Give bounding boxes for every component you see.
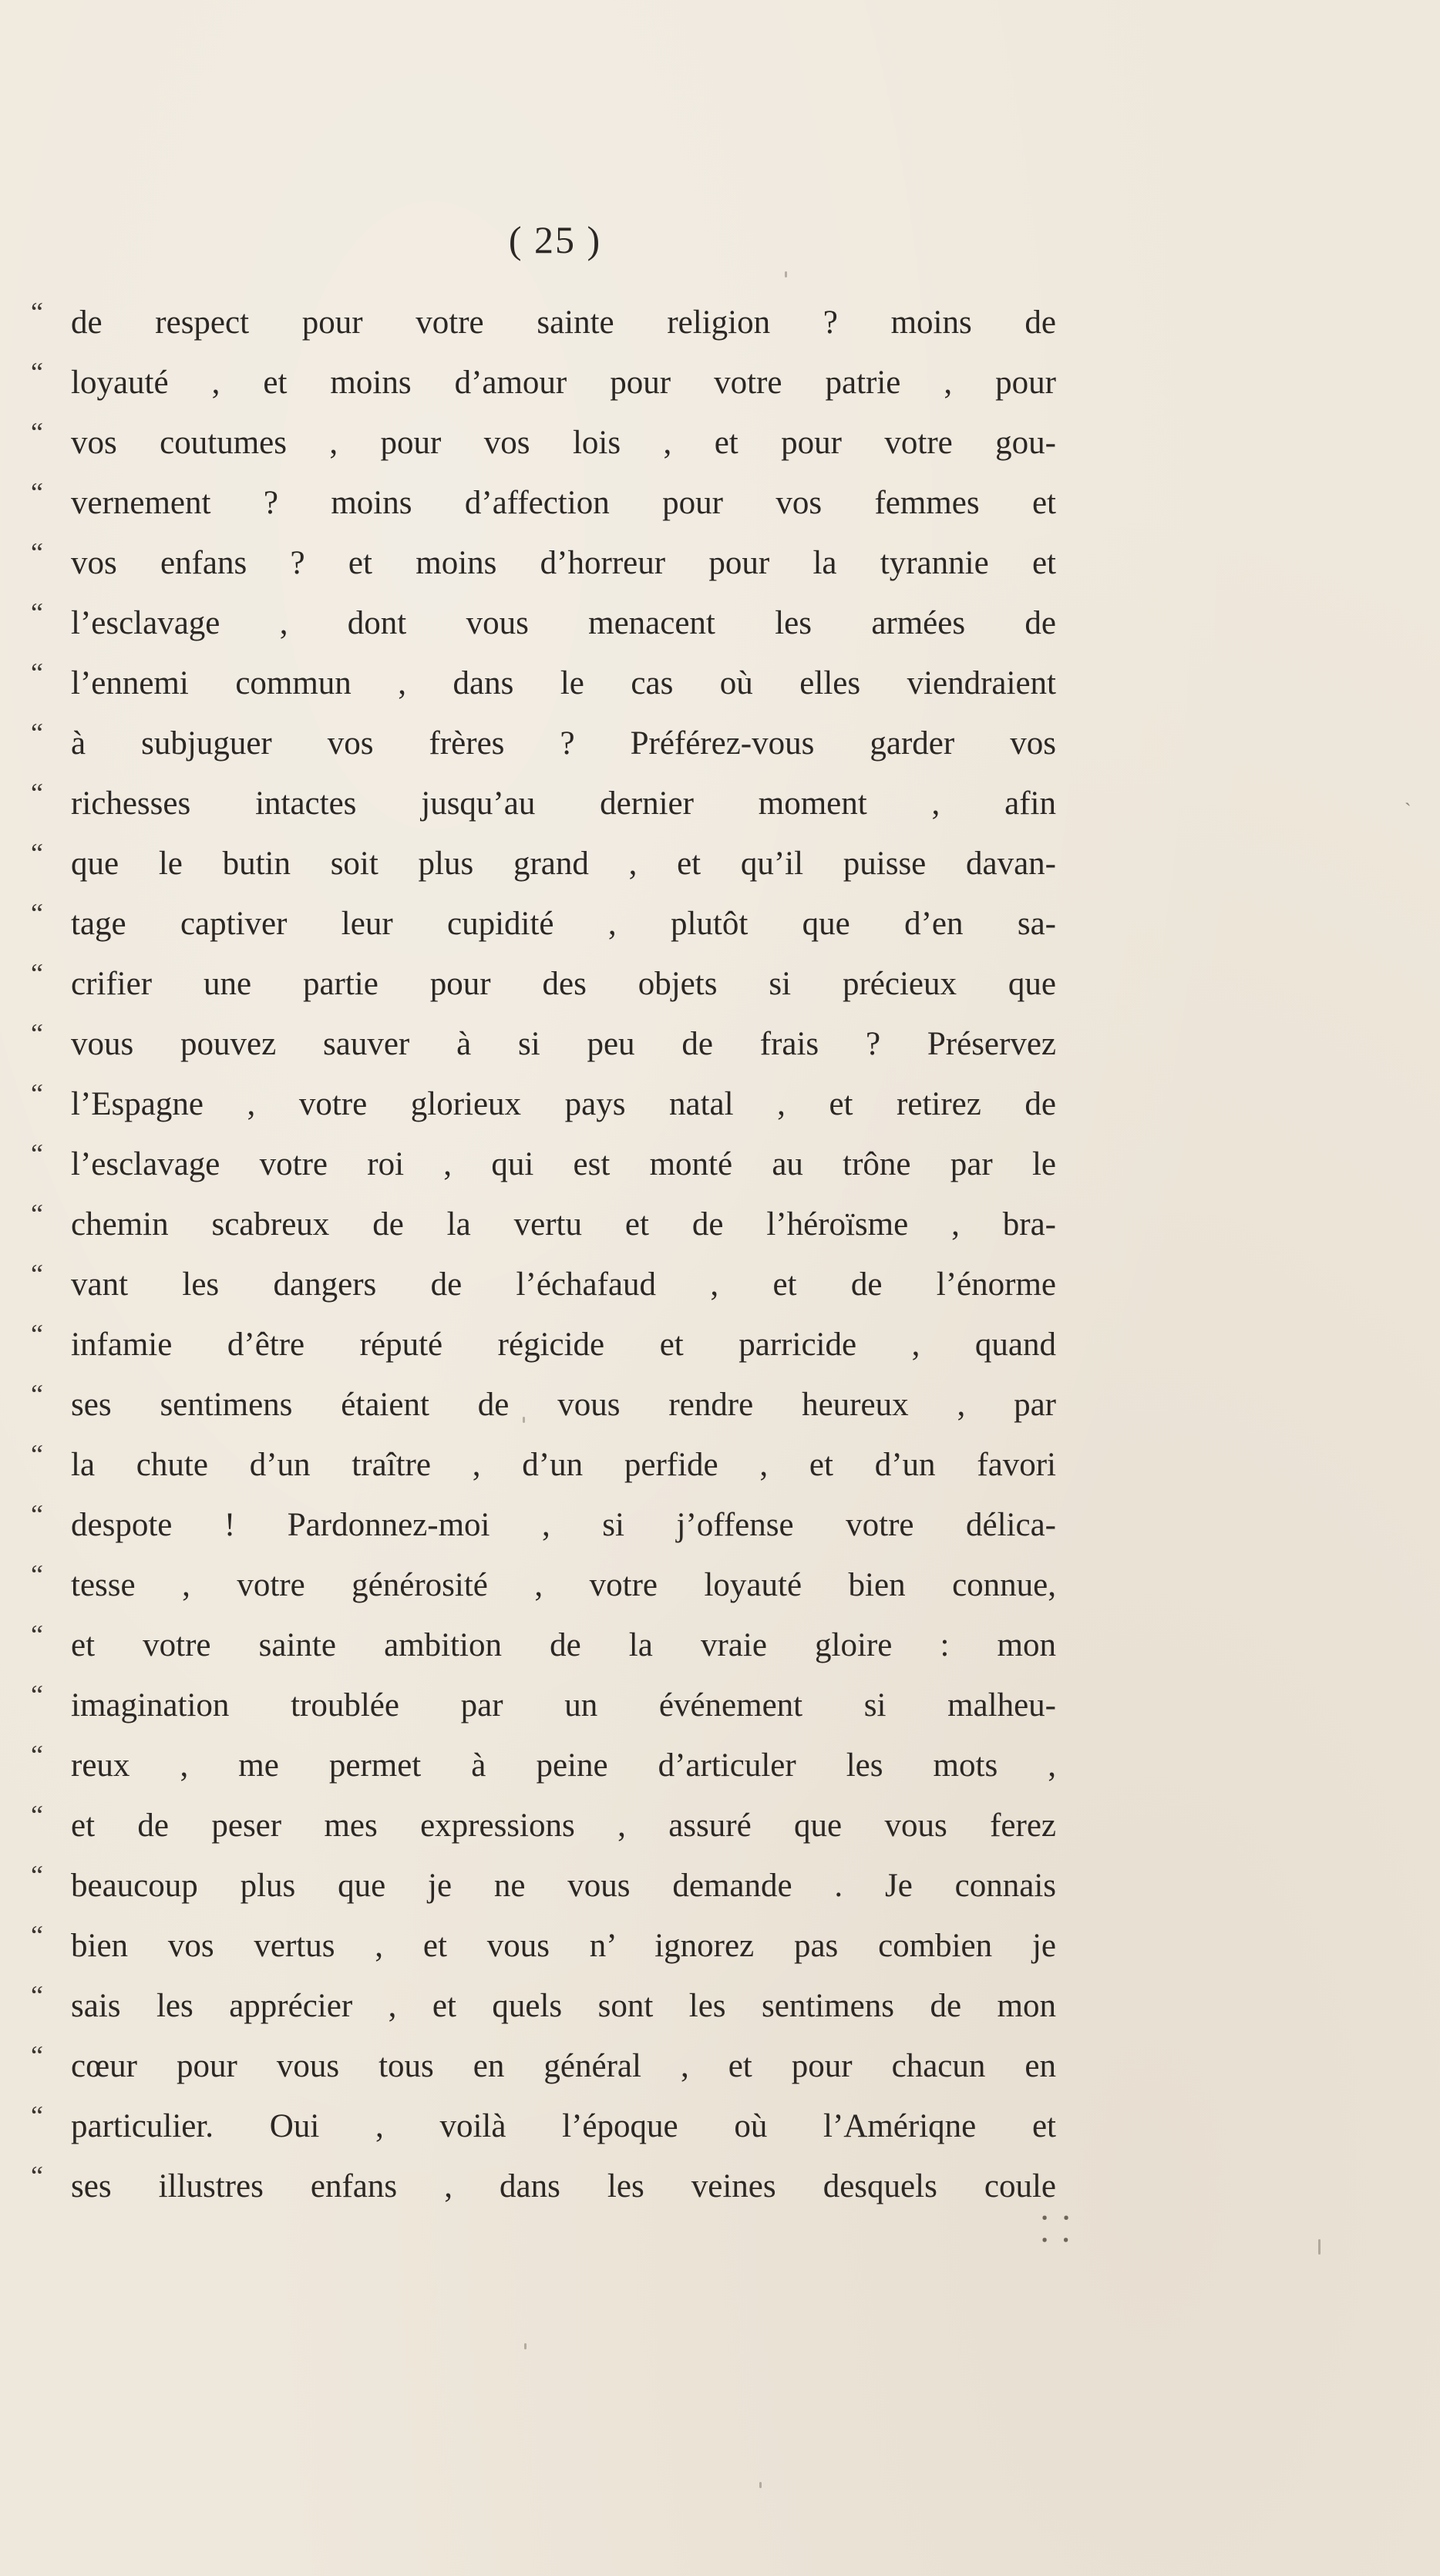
quotation-mark: “	[31, 417, 43, 448]
line-text: vernement ? moins d’affection pour vos femmes et	[71, 485, 1056, 521]
line-text: vous pouvez sauver à si peu de frais ? Préservez	[71, 1026, 1056, 1062]
body-text	[31, 293, 1056, 2217]
text-line	[31, 1976, 1056, 2036]
paper-speck	[785, 271, 787, 277]
quotation-mark: “	[31, 297, 43, 328]
text-line	[31, 1195, 1056, 1255]
quotation-mark: “	[31, 958, 43, 989]
quotation-mark: “	[31, 1259, 43, 1290]
text-line	[31, 1375, 1056, 1435]
text-line	[31, 834, 1056, 894]
text-line	[31, 1796, 1056, 1856]
line-text: que le butin soit plus grand , et qu’il puisse davan-	[71, 846, 1056, 882]
line-text: vos enfans ? et moins d’horreur pour la tyrannie et	[71, 545, 1056, 581]
quotation-mark: “	[31, 1319, 43, 1350]
page-number: ( 25 )	[508, 218, 602, 261]
quotation-mark: “	[31, 537, 43, 568]
line-text: tage captiver leur cupidité , plutôt que d’en sa-	[71, 906, 1056, 942]
text-line	[31, 1616, 1056, 1676]
quotation-mark: “	[31, 597, 43, 628]
line-text: crifier une partie pour des objets si précieux que	[71, 966, 1056, 1002]
quotation-mark: “	[31, 2040, 43, 2071]
line-text: richesses intactes jusqu’au dernier moment , afin	[71, 785, 1056, 822]
line-text: reux , me permet à peine d’articuler les mots ,	[71, 1747, 1056, 1784]
quotation-mark: “	[31, 778, 43, 809]
text-line	[31, 1736, 1056, 1796]
quotation-mark: “	[31, 1078, 43, 1109]
line-text: l’ennemi commun , dans le cas où elles viendraient	[71, 665, 1056, 701]
text-line	[31, 1856, 1056, 1916]
quotation-mark: “	[31, 1138, 43, 1169]
text-line	[31, 1435, 1056, 1495]
text-line	[31, 2036, 1056, 2097]
paper-speck	[523, 1417, 525, 1423]
line-text: despote ! Pardonnez-moi , si j’offense votre délica-	[71, 1507, 1056, 1543]
line-text: ses illustres enfans , dans les veines desquels coule	[71, 2168, 1056, 2204]
text-line	[31, 1916, 1056, 1976]
quotation-mark: “	[31, 477, 43, 508]
text-line	[31, 594, 1056, 654]
line-text: à subjuguer vos frères ? Préférez-vous garder vos	[71, 725, 1056, 762]
line-text: sais les apprécier , et quels sont les sentimens de mon	[71, 1988, 1056, 2024]
quotation-mark: “	[31, 1499, 43, 1530]
line-text: imagination troublée par un événement si malheu-	[71, 1687, 1056, 1723]
text-line	[31, 1255, 1056, 1315]
text-line	[31, 293, 1056, 353]
paper-speck	[759, 2482, 762, 2488]
text-line	[31, 473, 1056, 533]
text-line	[31, 1135, 1056, 1195]
quotation-mark: “	[31, 1860, 43, 1891]
quotation-mark: “	[31, 2100, 43, 2131]
line-text: bien vos vertus , et vous n’ ignorez pas combien je	[71, 1928, 1056, 1964]
catchword-mark: ⸬	[1041, 2210, 1071, 2249]
line-text: vos coutumes , pour vos lois , et pour votre gou-	[71, 425, 1056, 461]
text-line	[31, 1495, 1056, 1555]
quotation-mark: “	[31, 718, 43, 748]
line-text: cœur pour vous tous en général , et pour chacun en	[71, 2048, 1056, 2084]
text-line	[31, 894, 1056, 954]
line-text: tesse , votre générosité , votre loyauté bien connue,	[71, 1567, 1056, 1603]
line-text: et votre sainte ambition de la vraie gloire : mon	[71, 1627, 1056, 1663]
quotation-mark: “	[31, 1439, 43, 1470]
quotation-mark: “	[31, 657, 43, 688]
paper-speck	[524, 2343, 527, 2349]
line-text: loyauté , et moins d’amour pour votre patrie , pour	[71, 365, 1056, 401]
quotation-mark: “	[31, 1680, 43, 1710]
quotation-mark: “	[31, 357, 43, 388]
text-line	[31, 2157, 1056, 2217]
line-text: l’esclavage votre roi , qui est monté au trône par le	[71, 1146, 1056, 1182]
text-line	[31, 1676, 1056, 1736]
quotation-mark: “	[31, 1559, 43, 1590]
line-text: la chute d’un traître , d’un perfide , et d’un favori	[71, 1447, 1056, 1483]
text-line	[31, 413, 1056, 473]
text-line	[31, 1014, 1056, 1074]
paper-speck	[1318, 2239, 1321, 2255]
text-line	[31, 1074, 1056, 1135]
text-line	[31, 1315, 1056, 1375]
line-text: ses sentimens étaient de vous rendre heureux , par	[71, 1387, 1056, 1423]
text-line	[31, 353, 1056, 413]
quotation-mark: “	[31, 1740, 43, 1771]
line-text: infamie d’être réputé régicide et parricide , quand	[71, 1327, 1056, 1363]
line-text: chemin scabreux de la vertu et de l’héroïsme , bra-	[71, 1206, 1056, 1243]
quotation-mark: “	[31, 838, 43, 869]
text-line	[31, 954, 1056, 1014]
text-line	[31, 2097, 1056, 2157]
text-line	[31, 654, 1056, 714]
text-line	[31, 533, 1056, 594]
quotation-mark: “	[31, 1379, 43, 1410]
line-text: l’Espagne , votre glorieux pays natal , et retirez de	[71, 1086, 1056, 1122]
line-text: beaucoup plus que je ne vous demande . Je connais	[71, 1868, 1056, 1904]
quotation-mark: “	[31, 1018, 43, 1049]
line-text: vant les dangers de l’échafaud , et de l’énorme	[71, 1266, 1056, 1303]
quotation-mark: “	[31, 1800, 43, 1831]
line-text: particulier. Oui , voilà l’époque où l’Amériqne et	[71, 2108, 1056, 2144]
quotation-mark: “	[31, 2161, 43, 2191]
quotation-mark: “	[31, 1199, 43, 1229]
text-line	[31, 774, 1056, 834]
quotation-mark: “	[31, 1619, 43, 1650]
quotation-mark: “	[31, 1980, 43, 2011]
paper-mark: ˴	[1405, 790, 1411, 812]
quotation-mark: “	[31, 898, 43, 929]
text-line	[31, 714, 1056, 774]
line-text: et de peser mes expressions , assuré que vous ferez	[71, 1808, 1056, 1844]
line-text: l’esclavage , dont vous menacent les armées de	[71, 605, 1056, 641]
text-line	[31, 1555, 1056, 1616]
line-text: de respect pour votre sainte religion ? moins de	[71, 304, 1056, 341]
quotation-mark: “	[31, 1920, 43, 1951]
